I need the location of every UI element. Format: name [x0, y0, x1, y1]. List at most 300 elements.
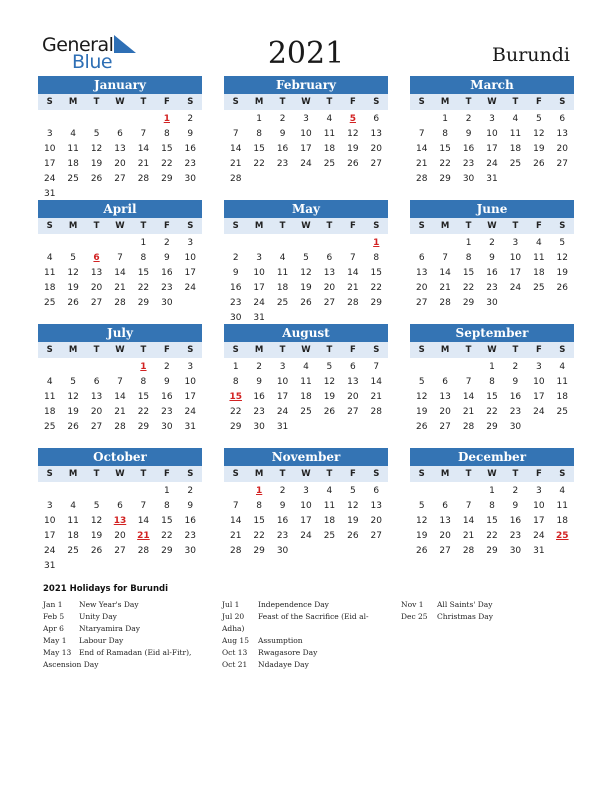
weekday-label: T [140, 221, 147, 231]
day-cell: 15 [439, 144, 451, 154]
weekday-label: T [512, 469, 519, 479]
weekday-label: M [68, 345, 78, 355]
day-cell: 4 [535, 238, 542, 248]
day-cell: 19 [90, 531, 103, 541]
day-cell: 3 [187, 238, 194, 248]
day-cell: 7 [117, 253, 123, 263]
day-cell: 28 [370, 407, 382, 417]
weekday-header [224, 342, 388, 358]
day-cell: 12 [347, 501, 359, 511]
empty-day-cell [410, 360, 433, 375]
weekday-label: M [68, 221, 78, 231]
day-cell: 3 [46, 129, 53, 139]
day-cell: 12 [533, 129, 545, 139]
holiday-date: Adha) [222, 624, 245, 633]
holiday-date: Feb 5 [43, 612, 65, 621]
day-cell: 15 [253, 144, 265, 154]
day-cell: 3 [303, 114, 309, 124]
day-cell: 15 [137, 268, 150, 278]
day-cell: 4 [46, 253, 53, 263]
day-cell: 22 [161, 531, 173, 541]
day-cell: 12 [347, 129, 359, 139]
day-cell: 20 [439, 531, 451, 541]
day-cell: 25 [43, 298, 56, 308]
holiday-column [222, 599, 392, 671]
month-april [38, 200, 202, 311]
weekday-label: F [535, 345, 542, 355]
empty-day-cell [247, 236, 270, 251]
day-cell: 25 [67, 546, 79, 556]
day-cell: 3 [489, 114, 495, 124]
holiday-day-cell: 25 [556, 531, 569, 541]
empty-day-cell [410, 236, 433, 251]
day-cell: 14 [137, 516, 150, 526]
holiday-date: Oct 21 [222, 660, 248, 669]
holidays-title: 2021 Holidays for Burundi [43, 584, 169, 594]
empty-day-cell [433, 484, 456, 499]
day-cell: 1 [465, 238, 472, 248]
empty-day-cell [224, 484, 247, 499]
weekday-label: T [326, 221, 333, 231]
holiday-name: End of Ramadan (Eid al-Fitr), [79, 648, 192, 657]
day-cell: 30 [509, 422, 522, 432]
day-cell: 24 [43, 174, 56, 184]
day-cell: 18 [43, 283, 56, 293]
weekday-label: S [373, 345, 380, 355]
empty-day-cell [85, 484, 108, 499]
day-cell: 20 [323, 283, 336, 293]
day-grid [38, 360, 202, 435]
day-cell: 11 [43, 268, 56, 278]
day-cell: 6 [117, 501, 123, 511]
day-cell: 6 [349, 362, 356, 372]
day-cell: 12 [90, 516, 103, 526]
weekday-label: M [254, 345, 264, 355]
day-cell: 15 [462, 268, 475, 278]
weekday-label: T [512, 221, 519, 231]
empty-day-cell [457, 484, 480, 499]
weekday-label: F [163, 221, 170, 231]
day-cell: 23 [509, 531, 522, 541]
day-cell: 14 [229, 516, 242, 526]
day-cell: 29 [137, 422, 150, 432]
empty-day-cell [108, 236, 131, 251]
day-cell: 19 [556, 268, 568, 278]
weekday-label: F [163, 97, 170, 107]
weekday-label: T [140, 97, 147, 107]
day-cell: 10 [533, 377, 545, 387]
empty-day-cell [433, 360, 456, 375]
holiday-date: Aug 15 [222, 636, 249, 645]
holiday-item [43, 611, 213, 623]
month-title: November [224, 448, 388, 466]
day-cell: 3 [279, 362, 286, 372]
day-cell: 16 [184, 516, 196, 526]
day-cell: 5 [70, 377, 76, 387]
weekday-label: T [93, 345, 100, 355]
empty-day-cell [61, 112, 84, 127]
day-cell: 25 [276, 298, 289, 308]
day-cell: 5 [326, 362, 333, 372]
day-cell: 26 [347, 531, 359, 541]
day-cell: 18 [556, 392, 568, 402]
weekday-label: W [487, 221, 497, 231]
day-cell: 21 [370, 392, 382, 402]
day-cell: 9 [512, 377, 519, 387]
day-grid [38, 484, 202, 574]
day-cell: 15 [137, 392, 150, 402]
day-cell: 2 [279, 486, 286, 496]
month-october [38, 448, 202, 574]
day-cell: 3 [535, 362, 542, 372]
weekday-header [410, 94, 574, 110]
day-cell: 22 [486, 531, 498, 541]
day-cell: 5 [559, 238, 566, 248]
day-cell: 6 [326, 253, 333, 263]
holiday-date: Jan 1 [43, 600, 63, 609]
day-cell: 15 [161, 516, 173, 526]
month-august [224, 324, 388, 435]
weekday-header [410, 218, 574, 234]
day-cell: 2 [512, 362, 519, 372]
day-cell: 1 [163, 486, 170, 496]
day-cell: 9 [465, 129, 472, 139]
month-title: June [410, 200, 574, 218]
day-cell: 7 [232, 129, 239, 139]
day-cell: 19 [415, 407, 428, 417]
day-cell: 17 [486, 144, 498, 154]
weekday-label: F [535, 221, 542, 231]
day-cell: 20 [90, 283, 103, 293]
day-cell: 22 [253, 159, 265, 169]
day-cell: 27 [323, 298, 336, 308]
day-cell: 15 [486, 516, 498, 526]
day-cell: 28 [439, 298, 451, 308]
holiday-name: All Saints' Day [437, 600, 493, 609]
day-cell: 27 [556, 159, 568, 169]
day-cell: 28 [462, 422, 475, 432]
day-cell: 24 [253, 298, 265, 308]
day-cell: 14 [137, 144, 150, 154]
day-cell: 25 [323, 531, 336, 541]
day-cell: 31 [184, 422, 196, 432]
day-cell: 23 [161, 283, 173, 293]
day-cell: 14 [114, 392, 126, 402]
day-cell: 27 [114, 546, 126, 556]
day-cell: 30 [276, 546, 289, 556]
day-cell: 18 [300, 392, 312, 402]
day-cell: 10 [43, 516, 56, 526]
day-cell: 23 [462, 159, 475, 169]
day-cell: 10 [276, 377, 289, 387]
day-cell: 19 [67, 283, 79, 293]
weekday-label: T [326, 345, 333, 355]
day-cell: 4 [279, 253, 286, 263]
day-cell: 24 [300, 159, 312, 169]
empty-day-cell [318, 236, 341, 251]
day-cell: 4 [512, 114, 519, 124]
day-cell: 1 [489, 362, 495, 372]
day-cell: 3 [303, 486, 309, 496]
day-cell: 20 [439, 407, 451, 417]
month-may [224, 200, 388, 326]
day-cell: 30 [253, 422, 265, 432]
day-cell: 6 [373, 486, 380, 496]
day-cell: 28 [114, 422, 126, 432]
day-cell: 18 [323, 516, 336, 526]
empty-day-cell [271, 236, 294, 251]
day-grid [224, 360, 388, 435]
day-cell: 8 [140, 253, 147, 263]
day-cell: 19 [300, 283, 312, 293]
weekday-label: S [418, 469, 425, 479]
day-cell: 21 [462, 407, 475, 417]
day-cell: 28 [347, 298, 359, 308]
weekday-label: S [559, 469, 566, 479]
day-cell: 17 [276, 392, 289, 402]
day-cell: 9 [232, 268, 239, 278]
holiday-day-cell: 15 [229, 392, 242, 402]
weekday-label: S [373, 97, 380, 107]
month-title: January [38, 76, 202, 94]
day-cell: 15 [253, 516, 265, 526]
holiday-day-cell: 6 [93, 253, 100, 263]
day-cell: 10 [300, 129, 312, 139]
day-cell: 7 [140, 129, 147, 139]
day-cell: 10 [43, 144, 56, 154]
holiday-item [222, 599, 392, 611]
logo-text-blue: Blue [72, 51, 113, 73]
day-cell: 28 [462, 546, 475, 556]
holiday-item [43, 659, 213, 671]
day-cell: 15 [486, 392, 498, 402]
day-cell: 3 [512, 238, 519, 248]
day-cell: 10 [509, 253, 522, 263]
logo-text-general: General [42, 34, 114, 56]
holiday-item [401, 599, 571, 611]
day-cell: 26 [90, 174, 103, 184]
day-cell: 22 [462, 283, 475, 293]
day-cell: 17 [533, 392, 545, 402]
day-cell: 12 [323, 377, 336, 387]
day-cell: 21 [462, 531, 475, 541]
weekday-label: S [373, 221, 380, 231]
day-cell: 22 [137, 283, 150, 293]
holiday-item [222, 647, 392, 659]
weekday-label: S [559, 97, 566, 107]
day-cell: 20 [556, 144, 568, 154]
day-cell: 26 [415, 422, 428, 432]
day-cell: 27 [439, 422, 451, 432]
empty-day-cell [410, 484, 433, 499]
day-cell: 20 [114, 159, 126, 169]
day-cell: 16 [229, 283, 242, 293]
weekday-label: S [187, 469, 194, 479]
holiday-name: Labour Day [79, 636, 124, 645]
weekday-label: S [187, 221, 194, 231]
weekday-label: F [349, 221, 356, 231]
day-cell: 1 [232, 362, 239, 372]
day-cell: 24 [43, 546, 56, 556]
weekday-label: S [232, 469, 239, 479]
day-cell: 15 [161, 144, 173, 154]
weekday-label: S [46, 345, 53, 355]
day-cell: 16 [462, 144, 475, 154]
day-cell: 7 [465, 377, 472, 387]
weekday-label: S [46, 97, 53, 107]
day-cell: 9 [279, 501, 286, 511]
weekday-label: S [232, 345, 239, 355]
day-cell: 26 [533, 159, 545, 169]
day-cell: 3 [187, 362, 194, 372]
day-cell: 29 [253, 546, 265, 556]
weekday-label: S [559, 221, 566, 231]
day-cell: 20 [347, 392, 359, 402]
month-march [410, 76, 574, 187]
day-cell: 21 [114, 407, 126, 417]
day-cell: 11 [323, 129, 336, 139]
day-cell: 8 [163, 129, 170, 139]
day-cell: 2 [163, 238, 170, 248]
weekday-label: W [115, 469, 125, 479]
day-cell: 31 [533, 546, 545, 556]
day-cell: 2 [465, 114, 472, 124]
weekday-label: M [254, 97, 264, 107]
day-cell: 27 [415, 298, 428, 308]
day-cell: 29 [161, 546, 173, 556]
holiday-date: Apr 6 [43, 624, 64, 633]
weekday-label: T [279, 469, 286, 479]
day-cell: 1 [489, 486, 495, 496]
month-february [224, 76, 388, 187]
day-cell: 26 [347, 159, 359, 169]
day-cell: 14 [415, 144, 428, 154]
country-name: Burundi [492, 44, 570, 66]
day-cell: 24 [509, 283, 522, 293]
day-cell: 26 [323, 407, 336, 417]
day-cell: 9 [163, 253, 170, 263]
holiday-name: Rwagasore Day [258, 648, 318, 657]
day-cell: 13 [347, 377, 359, 387]
weekday-header [224, 466, 388, 482]
day-cell: 25 [67, 174, 79, 184]
day-cell: 23 [184, 159, 196, 169]
day-cell: 7 [349, 253, 356, 263]
day-cell: 8 [373, 253, 380, 263]
weekday-header [38, 342, 202, 358]
day-cell: 21 [114, 283, 126, 293]
day-cell: 3 [256, 253, 262, 263]
holiday-date: Oct 13 [222, 648, 248, 657]
day-cell: 19 [347, 144, 359, 154]
day-cell: 13 [90, 268, 103, 278]
day-cell: 1 [256, 114, 262, 124]
day-cell: 13 [370, 129, 382, 139]
weekday-label: M [440, 469, 450, 479]
holiday-day-cell: 5 [349, 114, 356, 124]
day-cell: 18 [43, 407, 56, 417]
weekday-label: M [68, 97, 78, 107]
weekday-label: T [465, 345, 472, 355]
day-cell: 9 [512, 501, 519, 511]
day-cell: 11 [556, 377, 568, 387]
day-cell: 3 [46, 501, 53, 511]
day-cell: 19 [90, 159, 103, 169]
day-cell: 11 [556, 501, 568, 511]
day-cell: 21 [415, 159, 428, 169]
day-cell: 29 [462, 298, 475, 308]
day-cell: 3 [535, 486, 542, 496]
empty-day-cell [85, 360, 108, 375]
day-cell: 22 [161, 159, 173, 169]
weekday-label: T [512, 97, 519, 107]
holiday-name: New Year's Day [79, 600, 139, 609]
weekday-label: T [140, 345, 147, 355]
day-cell: 10 [184, 377, 196, 387]
day-cell: 27 [370, 159, 382, 169]
day-cell: 25 [556, 407, 568, 417]
day-cell: 24 [533, 407, 545, 417]
month-june [410, 200, 574, 311]
day-cell: 22 [486, 407, 498, 417]
day-cell: 4 [70, 129, 76, 139]
weekday-label: T [326, 469, 333, 479]
day-cell: 29 [439, 174, 451, 184]
holiday-day-cell: 1 [163, 114, 170, 124]
day-cell: 30 [462, 174, 475, 184]
day-grid [224, 236, 388, 326]
empty-day-cell [38, 236, 61, 251]
weekday-label: M [440, 345, 450, 355]
weekday-label: S [187, 345, 194, 355]
day-cell: 19 [323, 392, 336, 402]
day-cell: 12 [415, 516, 428, 526]
weekday-label: T [93, 221, 100, 231]
day-cell: 16 [161, 392, 173, 402]
day-cell: 1 [442, 114, 448, 124]
day-cell: 11 [276, 268, 289, 278]
month-january [38, 76, 202, 202]
empty-day-cell [457, 360, 480, 375]
empty-day-cell [61, 360, 84, 375]
empty-day-cell [38, 484, 61, 499]
month-title: December [410, 448, 574, 466]
weekday-label: T [465, 469, 472, 479]
day-cell: 10 [300, 501, 312, 511]
weekday-header [410, 342, 574, 358]
weekday-label: F [535, 97, 542, 107]
weekday-label: S [418, 97, 425, 107]
day-cell: 20 [370, 144, 382, 154]
day-cell: 22 [229, 407, 242, 417]
day-cell: 13 [114, 144, 126, 154]
weekday-label: S [46, 221, 53, 231]
day-cell: 17 [300, 516, 312, 526]
day-cell: 19 [347, 516, 359, 526]
holiday-name: Ndadaye Day [258, 660, 309, 669]
day-cell: 5 [418, 501, 425, 511]
day-cell: 27 [114, 174, 126, 184]
day-cell: 18 [509, 144, 522, 154]
weekday-header [224, 218, 388, 234]
day-cell: 14 [370, 377, 382, 387]
day-cell: 2 [279, 114, 286, 124]
day-cell: 20 [415, 283, 428, 293]
day-cell: 25 [509, 159, 522, 169]
day-cell: 26 [90, 546, 103, 556]
day-cell: 21 [137, 159, 150, 169]
weekday-label: W [301, 97, 311, 107]
